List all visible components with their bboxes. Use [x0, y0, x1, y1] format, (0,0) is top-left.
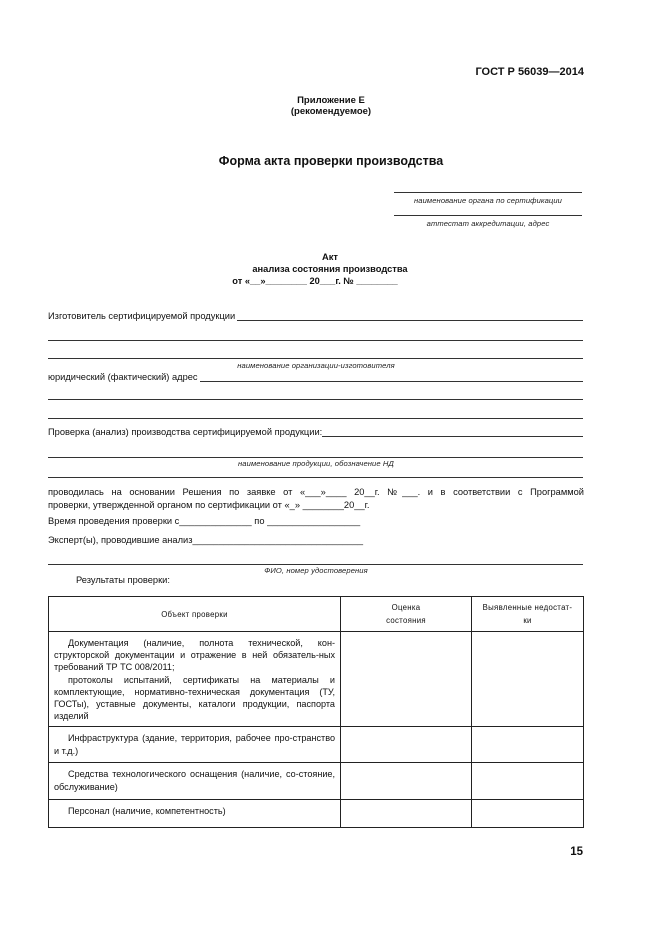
check-row [48, 427, 583, 437]
basis-line-2: проверки, утвержденной органом по сертификации от «_» ________20__г. [48, 500, 370, 510]
row-object-infrastructure: Инфраструктура (здание, территория, рабочее про-странство и т.д.) [49, 727, 341, 763]
act-date-number: от «__»________ 20___г. № ________ [232, 276, 398, 286]
blank-line [48, 418, 583, 419]
blank-line [48, 564, 583, 565]
appendix-subtitle: (рекомендуемое) [290, 106, 372, 117]
blank-line [48, 358, 583, 359]
row-object-documentation: Документация (наличие, полнота технической, кон-структорской документации и отражение в ней обязатель-ных требований ТР ТС 008/2011; протоколы испытаний, сертификаты на материалы и комплектующие, нормативно-техническая документация (ТУ, ГОСТы), уставные документы, каталоги продукции, паспорта изделий [49, 632, 341, 727]
appendix-title: Приложение Е [297, 95, 365, 106]
blank-line [48, 477, 583, 478]
table-header-row [49, 597, 584, 632]
form-title: Форма акта проверки производства [218, 154, 444, 168]
header-defects: Выявленные недостат- ки [472, 597, 584, 632]
row-object-personnel: Персонал (наличие, компетентность) [49, 800, 341, 828]
defects-cell [472, 727, 584, 763]
org-line [394, 192, 582, 193]
blank-line [48, 340, 583, 341]
blank-line [48, 457, 583, 458]
product-note: наименование продукции, обозначение НД [238, 459, 394, 468]
assessment-cell [341, 800, 472, 828]
act-title: Акт [322, 252, 338, 262]
check-label: Проверка (анализ) производства сертифицируемой продукции: [48, 427, 323, 437]
results-label: Результаты проверки: [76, 575, 170, 585]
manufacturer-note: наименование организации-изготовителя [237, 361, 395, 370]
row-object-equipment: Средства технологического оснащения (наличие, со-стояние, обслуживание) [49, 763, 341, 800]
results-table [48, 596, 584, 828]
address-row [48, 372, 583, 382]
table-row [49, 800, 584, 828]
defects-cell [472, 632, 584, 727]
attest-note: аттестат аккредитации, адрес [426, 219, 550, 228]
experts-note: ФИО, номер удостоверения [264, 566, 368, 575]
org-note: наименование органа по сертификации [413, 196, 563, 205]
address-label: юридический (фактический) адрес [48, 372, 198, 382]
manufacturer-label: Изготовитель сертифицируемой продукции [48, 311, 236, 321]
attest-line [394, 215, 582, 216]
experts-row: Эксперт(ы), проводившие анализ_________________________________ [48, 535, 364, 545]
assessment-cell [341, 632, 472, 727]
manufacturer-row [48, 311, 583, 321]
page-number: 15 [570, 846, 583, 858]
defects-cell [472, 800, 584, 828]
basis-line-1: проводилась на основании Решения по заявке от «___»____ 20__г. №___. и в соответствии с Программой [48, 487, 584, 497]
assessment-cell [341, 763, 472, 800]
act-subtitle: анализа состояния производства [252, 264, 408, 274]
table-row [49, 727, 584, 763]
defects-cell [472, 763, 584, 800]
header-object: Объект проверки [49, 597, 341, 632]
time-row: Время проведения проверки с______________ по __________________ [48, 516, 361, 526]
table-row [49, 763, 584, 800]
document-code: ГОСТ Р 56039—2014 [475, 66, 584, 78]
blank-line [48, 399, 583, 400]
header-assessment: Оценка состояния [341, 597, 472, 632]
assessment-cell [341, 727, 472, 763]
table-row [49, 632, 584, 727]
